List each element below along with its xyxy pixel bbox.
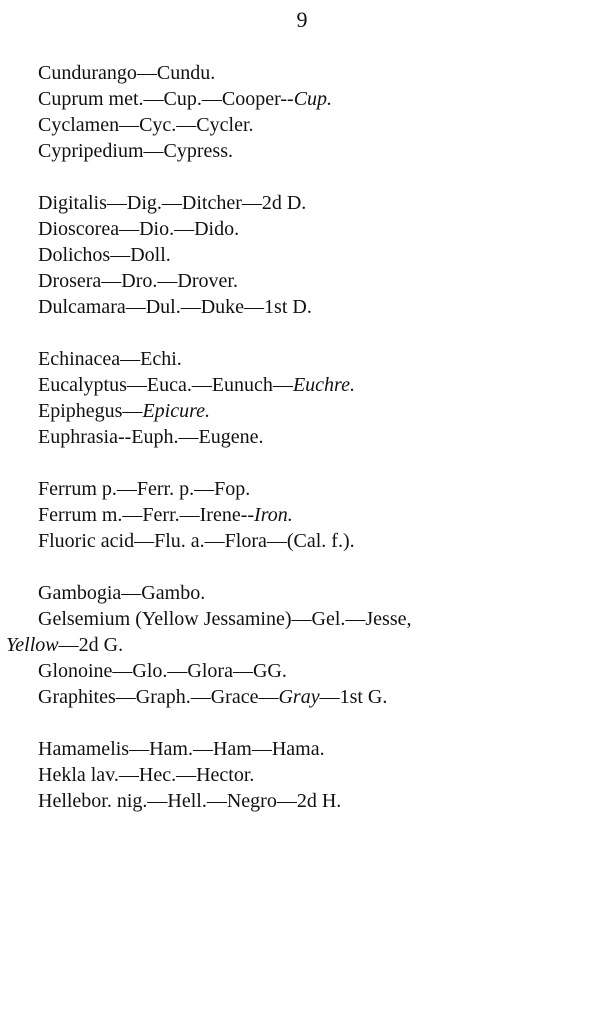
entry-text: Epiphegus—: [38, 400, 143, 422]
entry-line: [38, 190, 598, 216]
entry-line: [38, 242, 598, 268]
entry-italic-text: Gray: [278, 686, 320, 708]
entry-text: Euphrasia--Euph.—Eugene.: [38, 426, 264, 448]
entry-group: [38, 346, 598, 450]
entry-group: [38, 190, 598, 320]
entry-group: [38, 60, 598, 164]
entry-text: Eucalyptus—Euca.—Eunuch—: [38, 374, 293, 396]
entry-group: [6, 580, 598, 710]
entry-line: [38, 112, 598, 138]
entry-italic-text: Cup.: [293, 88, 333, 110]
entry-text: Gambogia—Gambo.: [38, 582, 206, 604]
entry-text: Hellebor. nig.—Hell.—Negro—2d H.: [38, 790, 342, 812]
entry-text: Ferrum p.—Ferr. p.—Fop.: [38, 478, 251, 500]
entry-line: [38, 502, 598, 528]
entry-group: [38, 476, 598, 554]
entry-text: Ferrum m.—Ferr.—Irene--: [38, 504, 255, 526]
entry-text: Dolichos—Doll.: [38, 244, 171, 266]
entry-text: —1st G.: [319, 686, 388, 708]
entry-text: Digitalis—Dig.—Ditcher—2d D.: [38, 192, 307, 214]
entry-text: Glonoine—Glo.—Glora—GG.: [38, 660, 287, 682]
entry-group: [38, 736, 598, 814]
entry-line: [38, 788, 598, 814]
entry-line: [38, 60, 598, 86]
entry-line: [38, 606, 598, 632]
entry-text: Gelsemium (Yellow Jessamine)—Gel.—Jesse,: [38, 608, 412, 630]
entry-line: [38, 528, 598, 554]
entry-text: Cuprum met.—Cup.—Cooper--: [38, 88, 294, 110]
entry-text: Dioscorea—Dio.—Dido.: [38, 218, 240, 240]
entry-line: [38, 216, 598, 242]
entry-text: Echinacea—Echi.: [38, 348, 182, 370]
entry-text: Fluoric acid—Flu. a.—Flora—(Cal. f.).: [38, 530, 355, 552]
entry-text: —2d G.: [58, 634, 124, 656]
entry-text: Graphites—Graph.—Grace—: [38, 686, 279, 708]
remedy-abbreviation-list: [6, 60, 598, 840]
entry-line: [38, 138, 598, 164]
page-number: 9: [296, 7, 308, 32]
entry-italic-text: Epicure.: [142, 400, 211, 422]
entry-text: Hamamelis—Ham.—Ham—Hama.: [38, 738, 325, 760]
entry-line: [38, 372, 598, 398]
entry-text: Drosera—Dro.—Drover.: [38, 270, 238, 292]
entry-line: [38, 684, 598, 710]
entry-line: [38, 762, 598, 788]
entry-italic-text: Iron.: [254, 504, 293, 526]
entry-line: [38, 580, 598, 606]
entry-line: [38, 86, 598, 112]
entry-italic-text: Euchre.: [292, 374, 355, 396]
entry-line: [38, 658, 598, 684]
entry-line: [38, 268, 598, 294]
entry-line: [38, 398, 598, 424]
entry-continuation-line: [6, 632, 598, 658]
entry-line: [38, 476, 598, 502]
entry-text: Cyclamen—Cyc.—Cycler.: [38, 114, 254, 136]
entry-line: [38, 346, 598, 372]
entry-text: Dulcamara—Dul.—Duke—1st D.: [38, 296, 312, 318]
entry-line: [38, 736, 598, 762]
entry-text: Cundurango—Cundu.: [38, 62, 216, 84]
entry-italic-text: Yellow: [6, 634, 59, 656]
entry-line: [38, 294, 598, 320]
entry-text: Hekla lav.—Hec.—Hector.: [38, 764, 255, 786]
entry-text: Cypripedium—Cypress.: [38, 140, 233, 162]
entry-line: [38, 424, 598, 450]
